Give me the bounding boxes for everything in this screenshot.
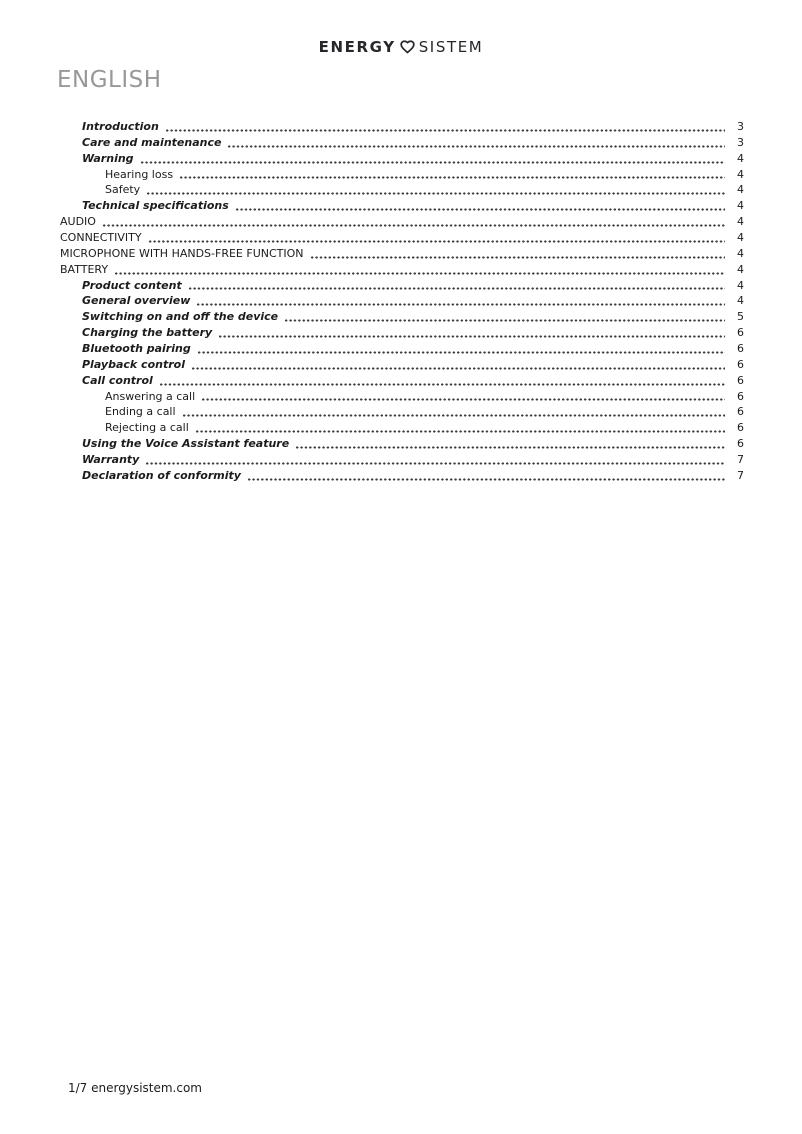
toc-entry — [60, 420, 744, 436]
toc-entry-label: Ending a call — [105, 405, 176, 419]
brand-logo — [0, 38, 802, 56]
toc-entry — [60, 198, 744, 214]
toc-entry-label: Using the Voice Assistant feature — [82, 437, 290, 451]
table-of-contents — [60, 119, 744, 484]
toc-entry — [60, 135, 744, 151]
toc-page-number: 4 — [737, 246, 744, 260]
toc-entry-label: CONNECTIVITY — [60, 231, 142, 245]
toc-entry-label: Rejecting a call — [105, 421, 189, 435]
toc-page-number: 4 — [737, 183, 744, 197]
toc-leader-dots — [148, 230, 725, 243]
toc-entry-label: AUDIO — [60, 215, 96, 229]
toc-entry-label: Bluetooth pairing — [82, 342, 191, 356]
logo-text-sistem: SISTEM — [418, 38, 484, 56]
toc-entry-label: Care and maintenance — [82, 135, 222, 149]
toc-entry — [60, 468, 744, 484]
toc-entry — [60, 436, 744, 452]
toc-page-number: 7 — [737, 468, 744, 482]
toc-entry — [60, 357, 744, 373]
toc-leader-dots — [114, 262, 725, 275]
toc-entry — [60, 309, 744, 325]
toc-entry — [60, 214, 744, 230]
toc-leader-dots — [218, 325, 725, 338]
toc-entry — [60, 119, 744, 135]
toc-leader-dots — [102, 214, 725, 227]
toc-entry-label: Warning — [82, 151, 134, 165]
toc-entry — [60, 404, 744, 420]
toc-page-number: 6 — [737, 405, 744, 419]
toc-entry — [60, 373, 744, 389]
toc-entry-label: Product content — [82, 278, 182, 292]
toc-leader-dots — [195, 420, 725, 433]
toc-page-number: 3 — [737, 135, 744, 149]
toc-entry-label: General overview — [82, 294, 191, 308]
toc-leader-dots — [227, 135, 725, 148]
toc-entry-label: Introduction — [82, 120, 159, 133]
toc-page-number: 4 — [737, 278, 744, 292]
toc-entry — [60, 325, 744, 341]
toc-leader-dots — [284, 309, 725, 322]
toc-page-number: 6 — [737, 342, 744, 356]
toc-entry — [60, 452, 744, 468]
toc-entry — [60, 182, 744, 198]
toc-leader-dots — [146, 182, 725, 195]
toc-leader-dots — [295, 436, 725, 449]
toc-entry — [60, 246, 744, 262]
page-title: ENGLISH — [57, 67, 162, 93]
toc-entry-label: Technical specifications — [82, 199, 229, 213]
toc-entry-label: Declaration of conformity — [82, 468, 241, 482]
toc-leader-dots — [145, 452, 725, 465]
toc-entry-label: Answering a call — [105, 389, 196, 403]
toc-leader-dots — [179, 167, 725, 180]
toc-page-number: 6 — [737, 437, 744, 451]
toc-page-number: 6 — [737, 373, 744, 387]
toc-page-number: 6 — [737, 421, 744, 435]
toc-entry-label: Charging the battery — [82, 326, 213, 340]
toc-entry-label: MICROPHONE WITH HANDS-FREE FUNCTION — [60, 246, 304, 260]
toc-entry-label: BATTERY — [60, 262, 109, 276]
toc-page-number: 4 — [737, 262, 744, 276]
toc-entry-label: Playback control — [82, 357, 185, 371]
toc-leader-dots — [201, 389, 725, 402]
toc-entry — [60, 389, 744, 405]
page-footer: 1/7 energysistem.com — [68, 1081, 202, 1095]
toc-leader-dots — [165, 119, 725, 132]
toc-leader-dots — [247, 468, 725, 481]
toc-entry — [60, 151, 744, 167]
toc-leader-dots — [235, 198, 725, 211]
toc-page-number: 4 — [737, 231, 744, 245]
toc-page-number: 4 — [737, 151, 744, 165]
toc-entry — [60, 262, 744, 278]
toc-entry-label: Warranty — [82, 453, 140, 467]
toc-leader-dots — [310, 246, 725, 259]
toc-entry — [60, 167, 744, 183]
toc-page-number: 6 — [737, 389, 744, 403]
toc-entry-label: Hearing loss — [105, 167, 174, 181]
toc-entry — [60, 293, 744, 309]
toc-page-number: 4 — [737, 199, 744, 213]
toc-entry-label: Switching on and off the device — [82, 310, 279, 324]
toc-leader-dots — [140, 151, 725, 164]
toc-page-number: 4 — [737, 294, 744, 308]
heart-outline-icon — [399, 39, 416, 55]
toc-page-number: 4 — [737, 215, 744, 229]
toc-page-number: 6 — [737, 326, 744, 340]
toc-entry-label: Safety — [105, 183, 141, 197]
toc-leader-dots — [182, 404, 725, 417]
toc-page-number: 5 — [737, 310, 744, 324]
toc-entry-label: Call control — [82, 373, 153, 387]
logo-text-energy: ENERGY — [318, 38, 396, 56]
toc-leader-dots — [188, 278, 725, 291]
toc-page-number: 4 — [737, 167, 744, 181]
toc-entry — [60, 230, 744, 246]
toc-leader-dots — [159, 373, 725, 386]
toc-page-number: 7 — [737, 453, 744, 467]
toc-leader-dots — [191, 357, 725, 370]
toc-leader-dots — [197, 341, 725, 354]
toc-entry — [60, 341, 744, 357]
toc-entry — [60, 278, 744, 294]
toc-page-number: 3 — [737, 120, 744, 133]
toc-leader-dots — [196, 293, 725, 306]
toc-page-number: 6 — [737, 357, 744, 371]
